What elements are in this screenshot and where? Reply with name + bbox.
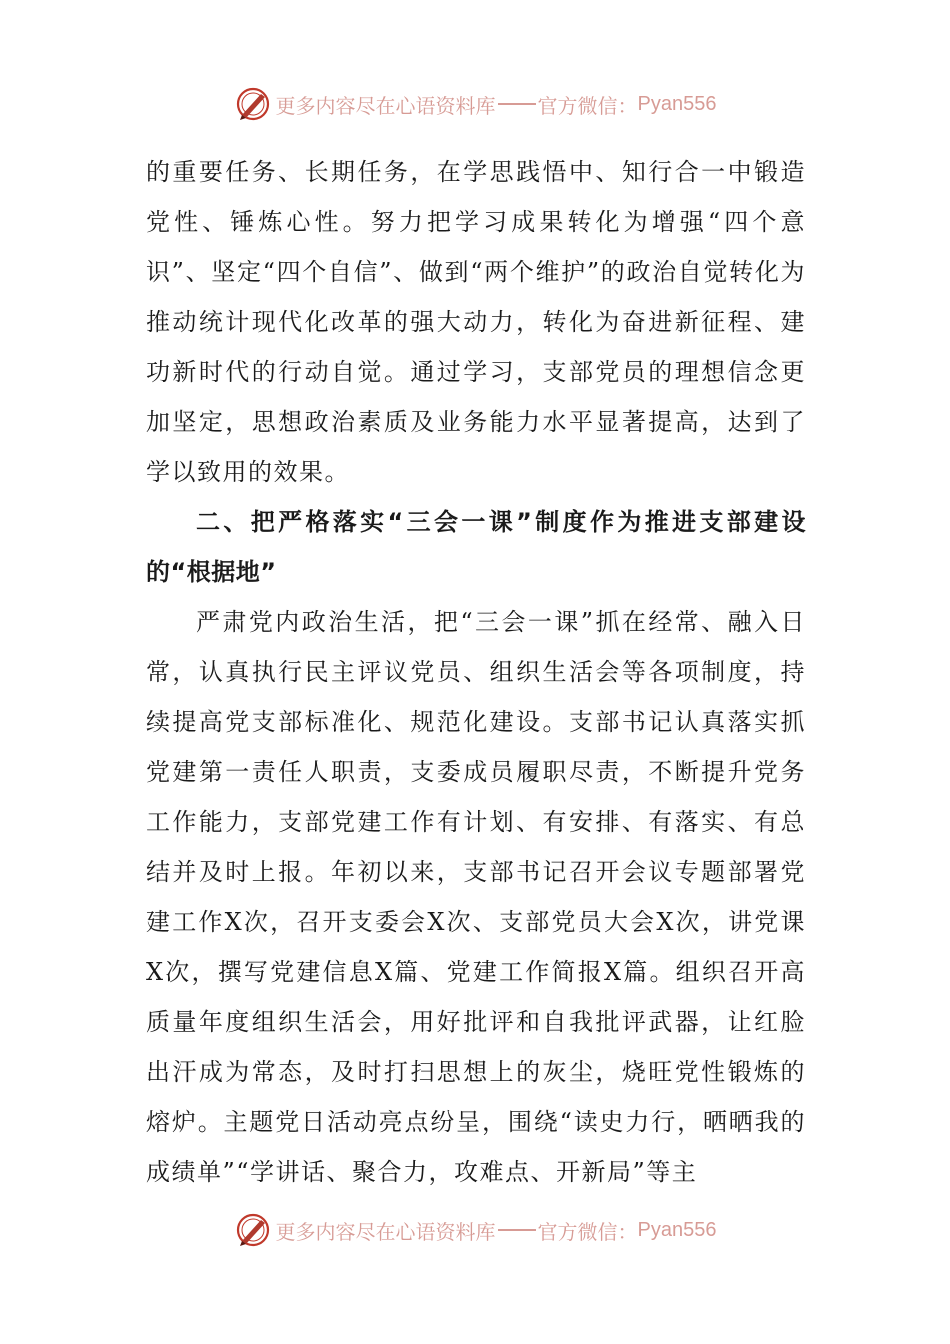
watermark-dash (498, 1229, 536, 1231)
watermark-site-text: 更多内容尽在心语资料库 (275, 93, 496, 118)
watermark-label: 官方微信： (537, 1219, 638, 1244)
watermark-label: 官方微信： (537, 93, 638, 118)
pen-logo-icon (234, 85, 272, 123)
watermark-dash (498, 103, 536, 105)
paragraph-continued: 的重要任务、长期任务，在学思践悟中、知行合一中锻造党性、锤炼心性。努力把学习成果转化为增强“四个意识”、坚定“四个自信”、做到“两个维护”的政治自觉转化为推动统计现代化改革的强大动力，转化为奋进新征程、建功新时代的行动自觉。通过学习，支部党员的理想信念更加坚定，思想政治素质及业务能力水平显著提高，达到了学以致用的效果。 (146, 158, 806, 486)
watermark-wechat-id: Pyan556 (637, 1218, 717, 1241)
watermark-wechat-id: Pyan556 (637, 92, 717, 115)
pen-logo-icon (234, 1211, 272, 1249)
paragraph: 严肃党内政治生活，把“三会一课”抓在经常、融入日常，认真执行民主评议党员、组织生活会等各项制度，持续提高党支部标准化、规范化建设。支部书记认真落实抓党建第一责任人职责，支委成员履职尽责，不断提升党务工作能力，支部党建工作有计划、有安排、有落实、有总结并及时上报。年初以来，支部书记召开会议专题部署党建工作X次，召开支委会X次、支部党员大会X次，讲党课X次，撰写党建信息X篇、党建工作简报X篇。组织召开高质量年度组织生活会，用好批评和自我批评武器，让红脸出汗成为常态，及时打扫思想上的灰尘，烧旺党性锻炼的熔炉。主题党日活动亮点纷呈，围绕“读史力行，晒晒我的成绩单”“学讲话、聚合力，攻难点、开新局”等主 (146, 608, 806, 1186)
footer-watermark (0, 1208, 950, 1252)
section-heading: 二、把严格落实“三会一课”制度作为推进支部建设的“根据地” (146, 508, 806, 586)
document-body (146, 147, 806, 1197)
header-watermark (0, 82, 950, 126)
watermark-site-text: 更多内容尽在心语资料库 (275, 1219, 496, 1244)
